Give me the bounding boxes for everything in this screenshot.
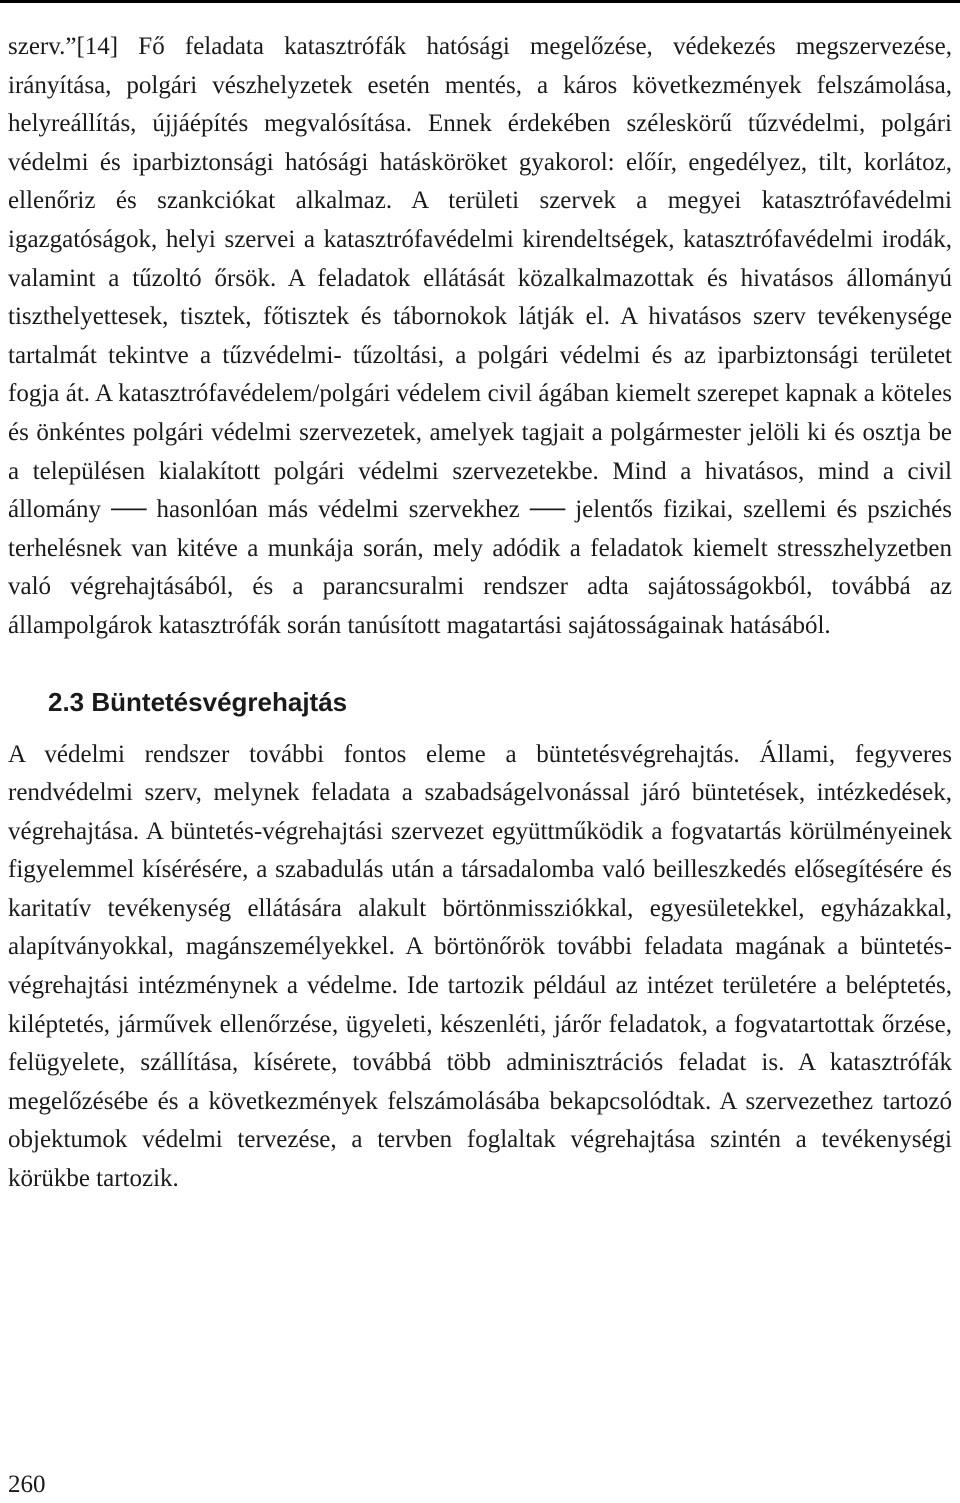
top-rule: [0, 0, 960, 3]
section-heading: 2.3 Büntetésvégrehajtás: [48, 686, 348, 717]
body-paragraph: A védelmi rendszer további fontos eleme a büntetésvégrehajtás. Állami, fegyveres rendvédelmi szerv, melynek feladata a szabadságelvonással járó büntetések, intézkedések, végrehajtása. A büntetés-végrehajtási szervezet együttműködik a fogvatartás körülményeinek figyelemmel kísérésére, a szabadulás után a társadalomba való beilleszkedés elősegítésére és karitatív tevékenység ellátására alakult börtönmissziókkal, egyesületekkel, egyházakkal, alapítványokkal, magánszemélyekkel. A börtönőrök további feladata magának a büntetés-végrehajtási intézménynek a védelme. Ide tartozik például az intézet területére a beléptetés, kiléptetés, járművek ellenőrzése, ügyeleti, készenléti, járőr feladatok, a fogvatartottak őrzése, felügyelete, szállítása, kísérete, továbbá több adminisztrációs feladat is. A katasztrófák megelőzésébe és a következmények felszámolásába bekapcsolódtak. A szervezethez tartozó objektumok védelmi tervezése, a tervben foglaltak végrehajtása szintén a tevékenységi körükbe tartozik.: [8, 740, 952, 1193]
page-body: [8, 28, 952, 1199]
page-number: 260: [8, 1471, 46, 1498]
body-paragraph: szerv.”[14] Fő feladata katasztrófák hatósági megelőzése, védekezés megszervezése, irányítása, polgári vészhelyzetek esetén mentés, a káros következmények felszámolása, helyreállítás, újjáépítés megvalósítása. Ennek érdekében széleskörű tűzvédelmi, polgári védelmi és iparbiztonsági hatósági hatásköröket gyakorol: előír, engedélyez, tilt, korlátoz, ellenőriz és szankciókat alkalmaz. A területi szervek a megyei katasztrófavédelmi igazgatóságok, helyi szervei a katasztrófavédelmi kirendeltségek, katasztrófavédelmi irodák, valamint a tűzoltó őrsök. A feladatok ellátását közalkalmazottak és hivatásos állományú tiszthelyettesek, tisztek, főtisztek és tábornokok látják el. A hivatásos szerv tevékenysége tartalmát tekintve a tűzvédelmi- tűzoltási, a polgári védelmi és az iparbiztonsági területet fogja át. A katasztrófavédelem/polgári védelem civil ágában kiemelt szerepet kapnak a köteles és önkéntes polgári védelmi szervezetek, amelyek tagjait a polgármester jelöli ki és osztja be a településen kialakított polgári védelmi szervezetekbe. Mind a hivatásos, mind a civil állomány ── hasonlóan más védelmi szervekhez ── jelentős fizikai, szellemi és pszichés terhelésnek van kitéve a munkája során, mely adódik a feladatok kiemelt stresszhelyzetben való végrehajtásából, és a parancsuralmi rendszer adta sajátosságokból, továbbá az állampolgárok katasztrófák során tanúsított magatartási sajátosságainak hatásából.: [8, 33, 952, 639]
